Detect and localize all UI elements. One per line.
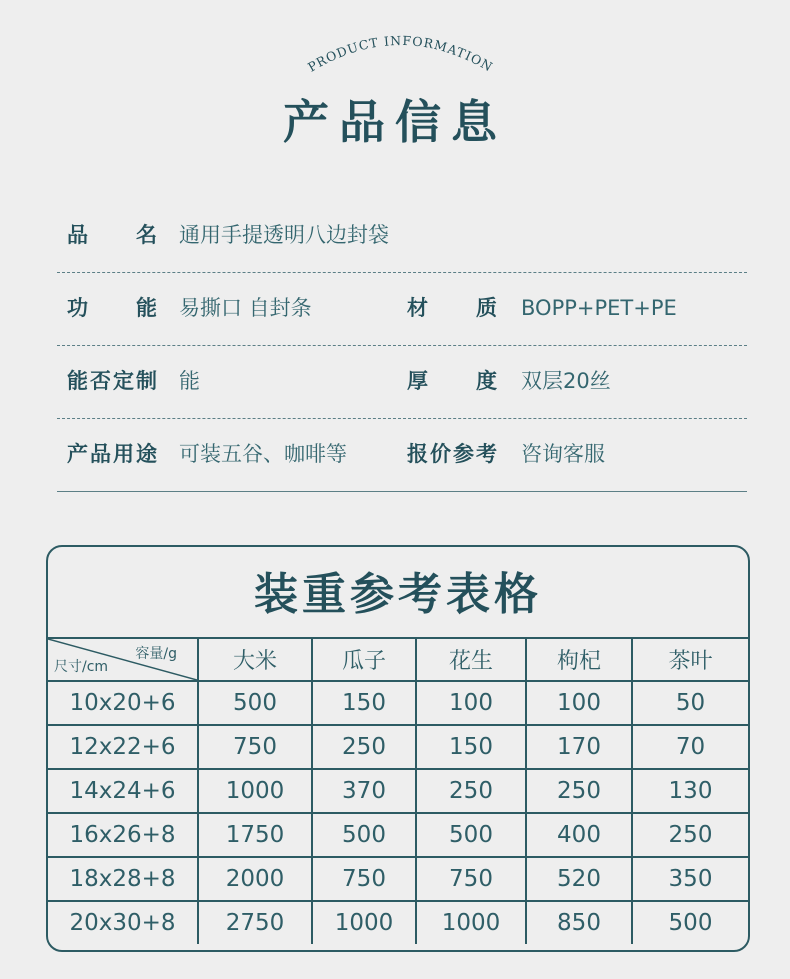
size-cell: 14x24+6: [48, 769, 198, 813]
value-cell: 130: [632, 769, 748, 813]
value-cell: 500: [632, 901, 748, 944]
info-label: 能否定制: [67, 369, 157, 393]
value-cell: 1000: [416, 901, 526, 944]
value-cell: 1750: [198, 813, 312, 857]
info-value: 能: [179, 369, 200, 393]
value-cell: 400: [526, 813, 632, 857]
corner-header-cell: [48, 639, 198, 681]
table-row: [48, 901, 748, 944]
value-cell: 750: [312, 857, 416, 901]
page-title: 产品信息: [283, 95, 507, 149]
value-cell: 350: [632, 857, 748, 901]
info-value: BOPP+PET+PE: [521, 296, 677, 320]
size-cell: 16x26+8: [48, 813, 198, 857]
column-header: 大米: [198, 639, 312, 681]
info-label: 厚度: [407, 369, 497, 393]
value-cell: 2000: [198, 857, 312, 901]
value-cell: 1000: [312, 901, 416, 944]
size-unit-label: 尺寸/cm: [54, 659, 109, 675]
table-row: [48, 857, 748, 901]
size-cell: 10x20+6: [48, 681, 198, 725]
product-info-list: [57, 200, 747, 492]
value-cell: 500: [312, 813, 416, 857]
value-cell: 100: [416, 681, 526, 725]
column-header: 花生: [416, 639, 526, 681]
info-label: 报价参考: [407, 442, 497, 466]
capacity-unit-label: 容量/g: [135, 646, 177, 662]
value-cell: 170: [526, 725, 632, 769]
table-row: [48, 813, 748, 857]
info-value: 通用手提透明八边封袋: [179, 223, 389, 247]
info-value: 双层20丝: [521, 369, 611, 393]
table-title: 装重参考表格: [48, 547, 748, 639]
value-cell: 1000: [198, 769, 312, 813]
table-row: [48, 725, 748, 769]
table-header-row: [48, 639, 748, 681]
value-cell: 250: [416, 769, 526, 813]
info-label: 产品用途: [67, 442, 157, 466]
product-information-arc: [0, 0, 790, 90]
load-weight-table-card: [46, 545, 750, 952]
value-cell: 750: [416, 857, 526, 901]
value-cell: 750: [198, 725, 312, 769]
column-header: 瓜子: [312, 639, 416, 681]
value-cell: 100: [526, 681, 632, 725]
info-value: 咨询客服: [521, 442, 605, 466]
table-row: [48, 769, 748, 813]
value-cell: 250: [312, 725, 416, 769]
value-cell: 250: [526, 769, 632, 813]
column-header: 枸杞: [526, 639, 632, 681]
info-label: 材质: [407, 296, 497, 320]
svg-text:PRODUCT INFORMATION: [305, 33, 496, 75]
value-cell: 520: [526, 857, 632, 901]
value-cell: 150: [312, 681, 416, 725]
info-value: 可装五谷、咖啡等: [179, 442, 347, 466]
value-cell: 500: [198, 681, 312, 725]
value-cell: 2750: [198, 901, 312, 944]
info-value: 易撕口 自封条: [179, 296, 312, 320]
table-row: [48, 681, 748, 725]
value-cell: 150: [416, 725, 526, 769]
value-cell: 250: [632, 813, 748, 857]
value-cell: 50: [632, 681, 748, 725]
size-cell: 12x22+6: [48, 725, 198, 769]
info-row-name: [57, 200, 747, 273]
value-cell: 500: [416, 813, 526, 857]
size-cell: 20x30+8: [48, 901, 198, 944]
load-weight-table: [48, 639, 748, 944]
value-cell: 70: [632, 725, 748, 769]
info-row-function: [57, 273, 747, 346]
size-cell: 18x28+8: [48, 857, 198, 901]
info-label: 功能: [67, 296, 157, 320]
value-cell: 370: [312, 769, 416, 813]
info-row-custom: [57, 346, 747, 419]
value-cell: 850: [526, 901, 632, 944]
info-row-usage: [57, 419, 747, 492]
column-header: 茶叶: [632, 639, 748, 681]
info-label: 品名: [67, 223, 157, 247]
subtitle-arc-text: PRODUCT INFORMATION: [305, 32, 496, 75]
